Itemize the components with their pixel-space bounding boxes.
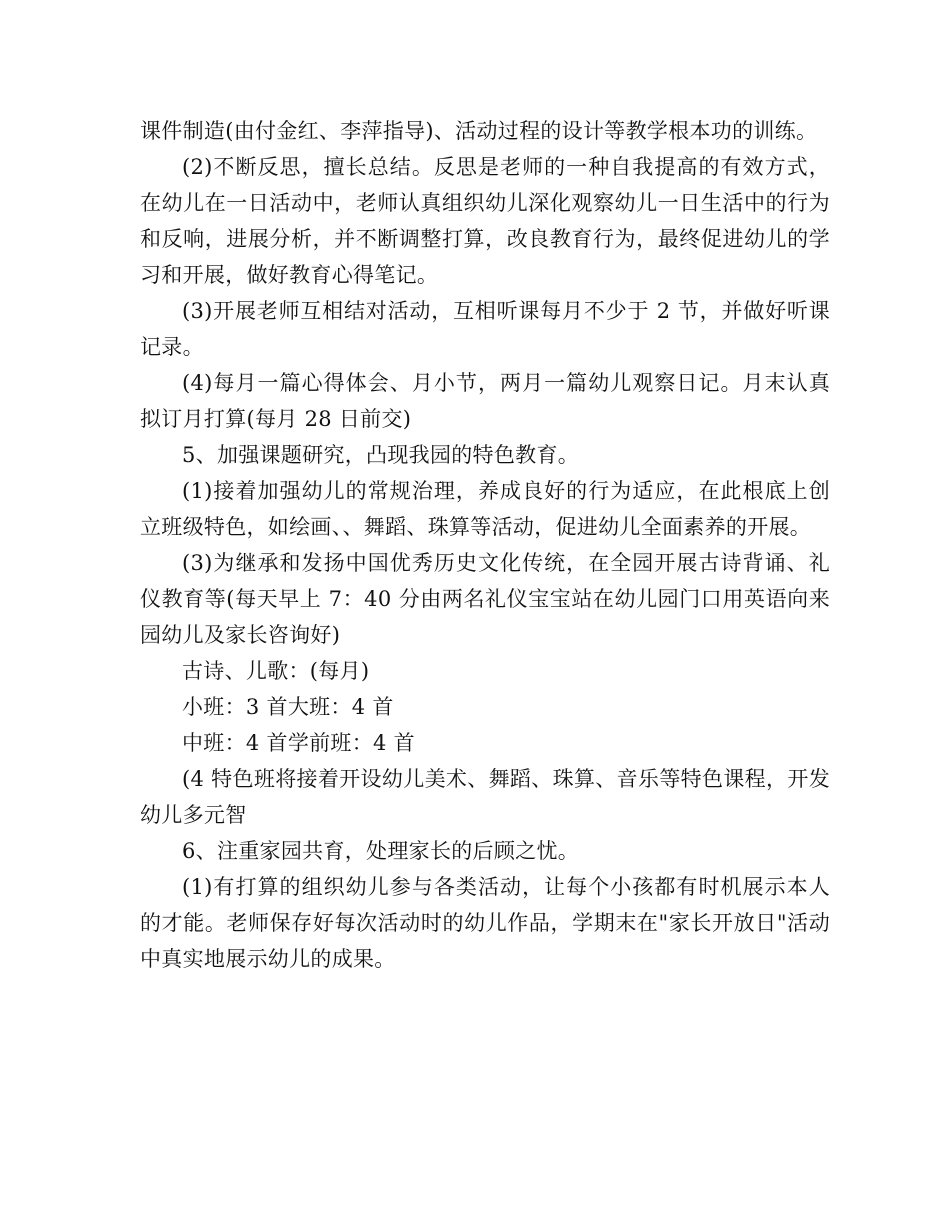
document-body <box>140 113 830 977</box>
paragraph-3: (3)开展老师互相结对活动，互相听课每月不少于 2 节，并做好听课记录。 <box>140 299 830 359</box>
poem-count-line-2: 中班：4 首学前班：4 首 <box>182 731 415 755</box>
poem-heading: 古诗、儿歌：(每月) <box>182 659 370 683</box>
section-heading-5: 5、加强课题研究，凸现我园的特色教育。 <box>182 443 580 467</box>
paragraph-13: (1)有打算的组织幼儿参与各类活动，让每个小孩都有时机展示本人的才能。老师保存好每次活动时的幼儿作品，学期末在"家长开放日"活动中真实地展示幼儿的成果。 <box>140 875 830 971</box>
paragraph-1: 课件制造(由付金红、李萍指导)、活动过程的设计等教学根本功的训练。 <box>140 119 818 143</box>
paragraph-6: (1)接着加强幼儿的常规治理，养成良好的行为适应，在此根底上创立班级特色，如绘画、、舞蹈、珠算等活动，促进幼儿全面素养的开展。 <box>140 479 830 539</box>
paragraph-7: (3)为继承和发扬中国优秀历史文化传统，在全园开展古诗背诵、礼仪教育等(每天早上 7：40 分由两名礼仪宝宝站在幼儿园门口用英语向来园幼儿及家长咨询好) <box>140 551 830 647</box>
poem-count-line-1: 小班：3 首大班：4 首 <box>182 695 394 719</box>
paragraph-2: (2)不断反思，擅长总结。反思是老师的一种自我提高的有效方式，在幼儿在一日活动中，老师认真组织幼儿深化观察幼儿一日生活中的行为和反响，进展分析，并不断调整打算，改良教育行为，最终促进幼儿的学习和开展，做好教育心得笔记。 <box>140 155 830 287</box>
section-heading-6: 6、注重家园共育，处理家长的后顾之忧。 <box>182 839 580 863</box>
paragraph-11: (4 特色班将接着开设幼儿美术、舞蹈、珠算、音乐等特色课程，开发幼儿多元智 <box>140 767 830 827</box>
paragraph-4: (4)每月一篇心得体会、月小节，两月一篇幼儿观察日记。月末认真拟订月打算(每月 28 日前交) <box>140 371 830 431</box>
